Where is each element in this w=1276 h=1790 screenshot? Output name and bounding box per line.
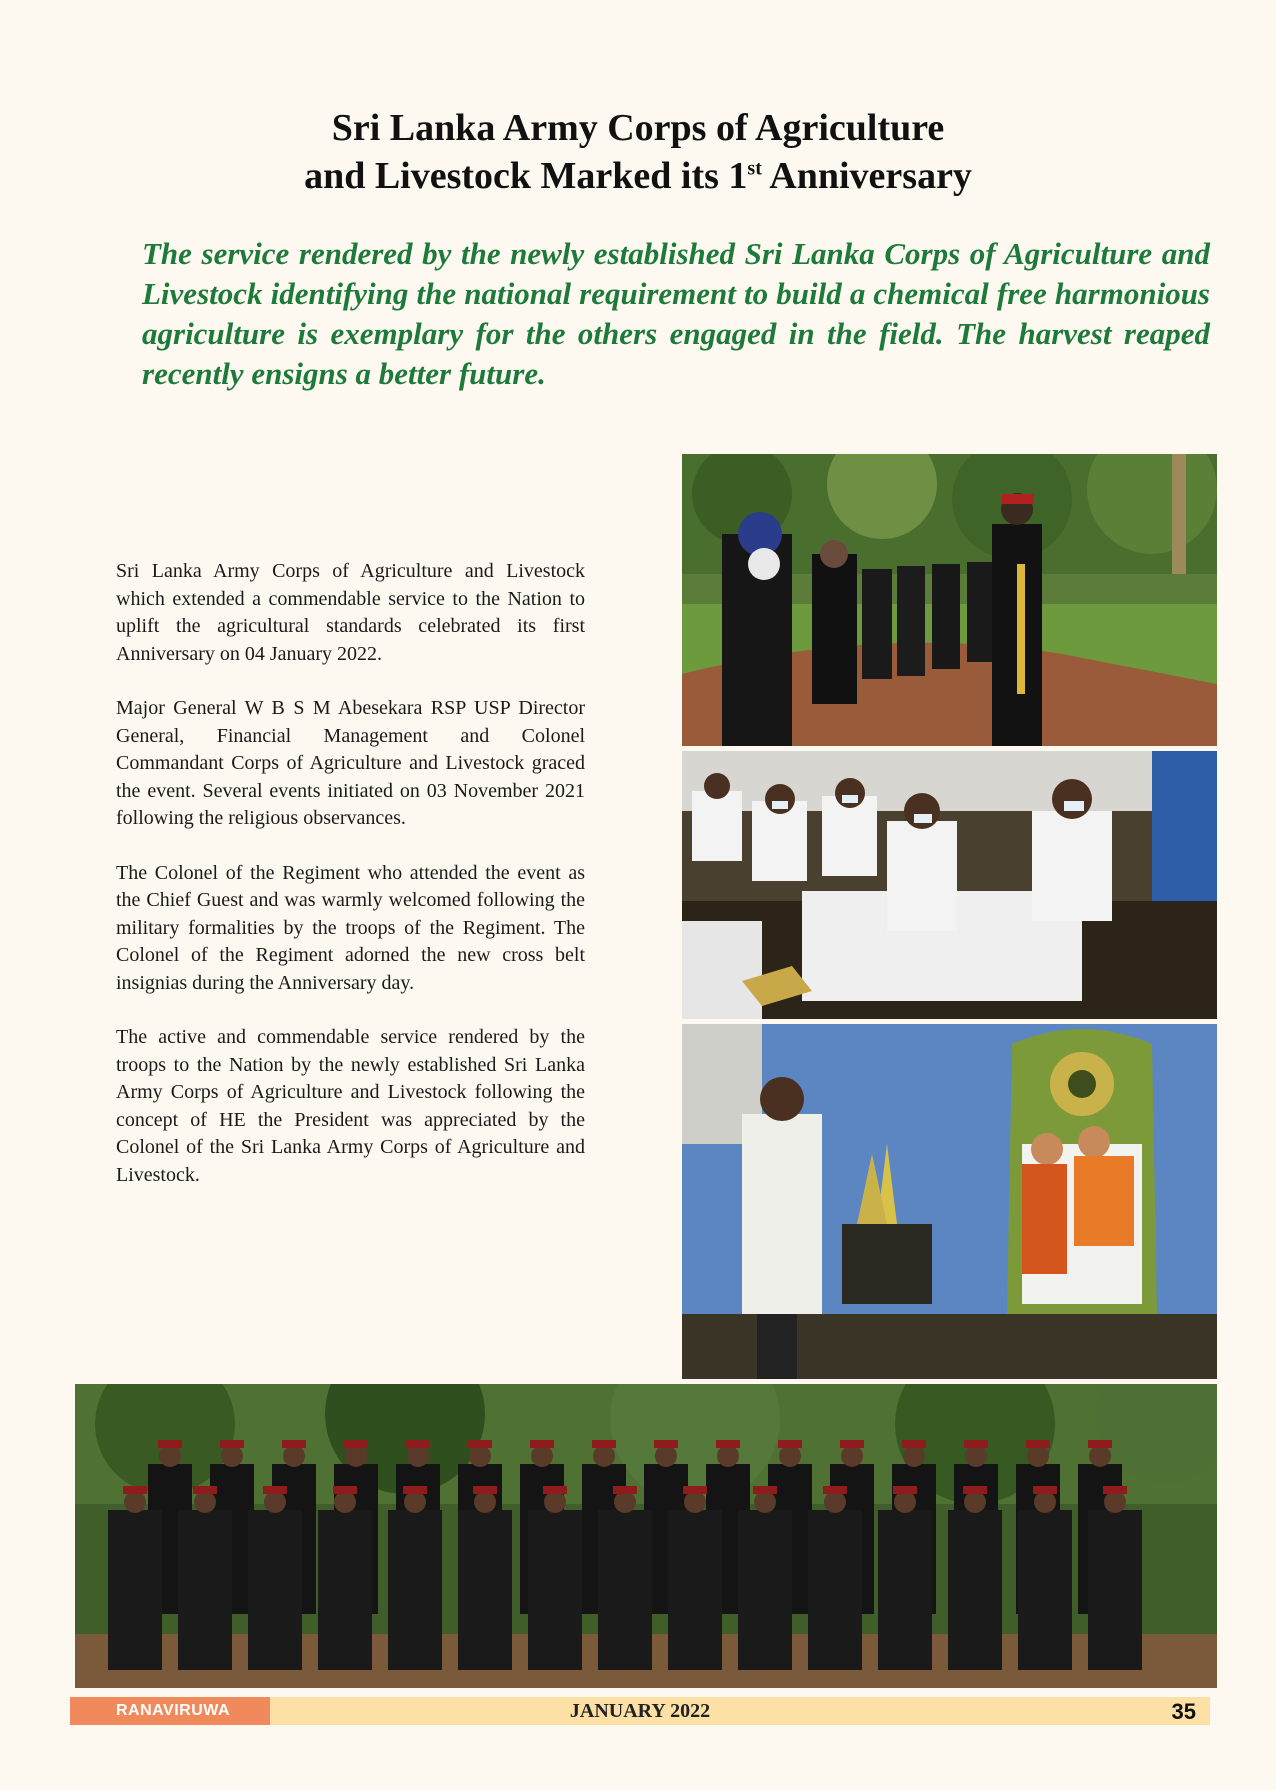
title-line-2-end: Anniversary [761,155,972,197]
article-body [116,558,585,1216]
body-paragraph: Major General W B S M Abesekara RSP USP Director General, Financial Management and Colonel Commandant Corps of Agriculture and Livestock graced the event. Several events initiated on 03 November 2021 following the religious observances. [116,697,585,829]
page-number: 35 [1171,1699,1196,1724]
article-title [0,104,1276,200]
title-superscript: st [747,157,762,180]
page-footer [70,1697,1210,1725]
photo-group-portrait [75,1384,1217,1688]
intro-standfirst: The service rendered by the newly established Sri Lanka Corps of Agriculture and Livestock identifying the national requirement to build a chemical free harmonious agriculture is exemplary for the others engaged in the field. The harvest reaped recently ensigns a better future. [142,236,1210,391]
photo-seated-gathering [682,751,1217,1019]
body-paragraph: The Colonel of the Regiment who attended the event as the Chief Guest and was warmly welcomed following the military formalities by the troops of the Regiment. The Colonel of the Regiment adorned the new cross belt insignias during the Anniversary day. [116,861,585,994]
issue-date: JANUARY 2022 [569,1700,711,1722]
publication-name: RANAVIRUWA [70,1697,270,1725]
photo-ceremony-outdoor [682,454,1217,746]
body-paragraph: Sri Lanka Army Corps of Agriculture and Livestock which extended a commendable service to the Nation to uplift the agricultural standards celebrated its first Anniversary on 04 January 2022. [116,560,585,665]
photo-religious-observance [682,1024,1217,1379]
title-line-2-text: and Livestock Marked its 1 [304,155,748,197]
title-line-2 [0,152,1276,200]
body-paragraph: The active and commendable service rendered by the troops to the Nation by the newly established Sri Lanka Army Corps of Agriculture and Livestock following the concept of HE the President was appreciated by the Colonel of the Sri Lanka Army Corps of Agriculture and Livestock. [116,1026,585,1186]
title-line-1: Sri Lanka Army Corps of Agriculture [331,107,945,149]
